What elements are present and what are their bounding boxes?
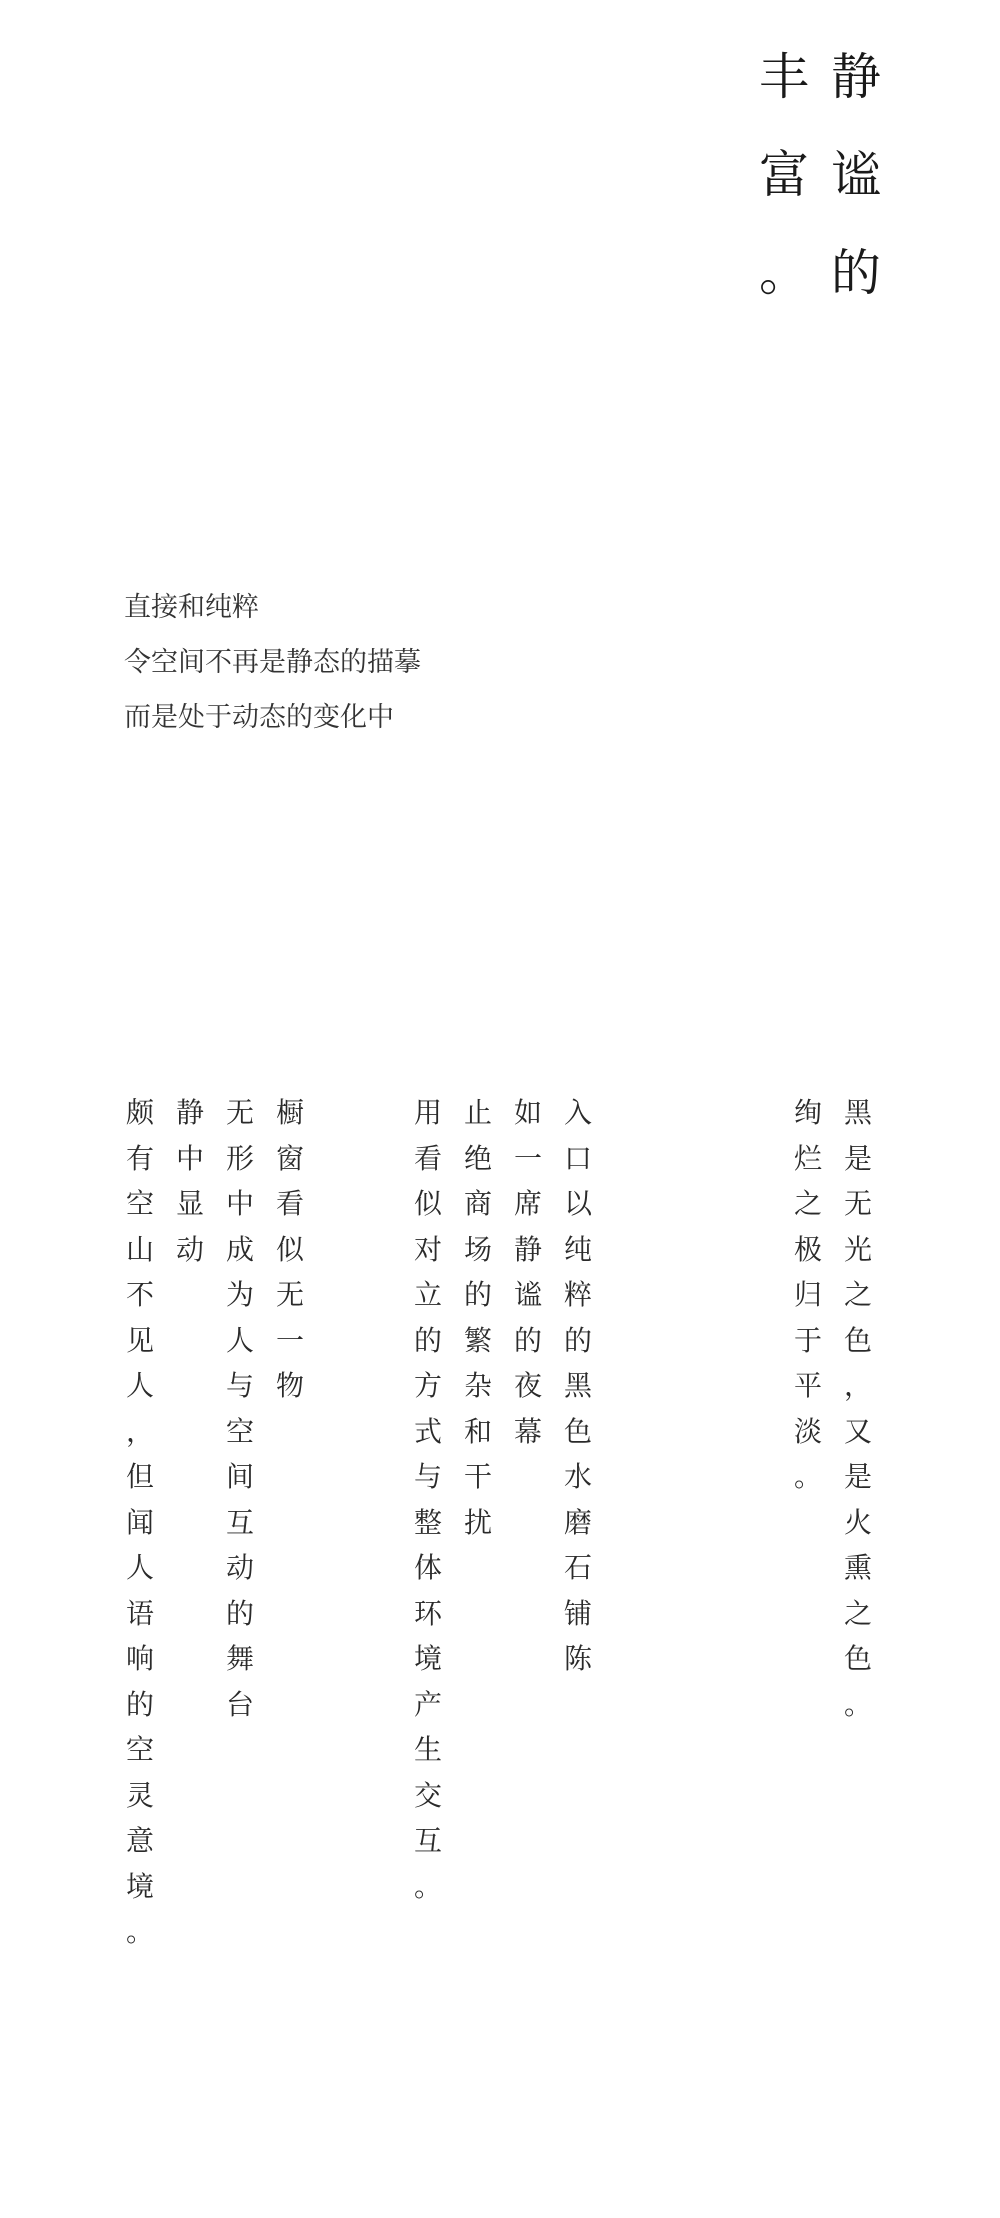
- vertical-char: 静: [175, 1096, 204, 1129]
- vertical-char: 熏: [843, 1551, 872, 1584]
- vertical-char: 商: [463, 1187, 492, 1220]
- intro-paragraph: [124, 580, 421, 745]
- vertical-char: 窗: [275, 1141, 304, 1175]
- vertical-char: 一: [513, 1141, 542, 1175]
- vertical-char: 于: [793, 1323, 822, 1357]
- vertical-char: 干: [463, 1460, 492, 1493]
- intro-line-2: 令空间不再是静态的描摹: [124, 647, 421, 678]
- vertical-char: 繁: [463, 1323, 492, 1357]
- vertical-char: 境: [125, 1869, 154, 1903]
- vertical-char: 黑: [563, 1369, 592, 1402]
- vertical-char: 火: [843, 1505, 872, 1539]
- vertical-char: 语: [125, 1596, 154, 1630]
- vertical-char: 谧: [831, 146, 881, 204]
- vertical-char: 场: [463, 1232, 492, 1266]
- intro-line-3: 而是处于动态的变化中: [124, 702, 394, 733]
- vertical-char: 一: [275, 1323, 304, 1357]
- vertical-char: 。: [125, 1915, 154, 1948]
- vertical-char: 夜: [513, 1369, 542, 1402]
- vertical-char: 的: [125, 1687, 154, 1721]
- vertical-char: 不: [125, 1278, 154, 1311]
- vertical-char: 意: [125, 1824, 154, 1857]
- vertical-char: 幕: [513, 1414, 542, 1448]
- vertical-char: 灵: [125, 1778, 154, 1812]
- vertical-char: 人: [125, 1551, 154, 1584]
- vertical-char: 谧: [513, 1278, 542, 1311]
- vertical-char: 之: [793, 1187, 822, 1220]
- vertical-char: 绝: [463, 1141, 492, 1175]
- vertical-char: 的: [225, 1596, 254, 1630]
- vertical-char: 似: [413, 1187, 442, 1220]
- vertical-char: 立: [413, 1278, 442, 1311]
- vertical-char: 山: [125, 1232, 154, 1266]
- vertical-char: 是: [843, 1141, 872, 1175]
- vertical-char: 人: [125, 1369, 154, 1402]
- vertical-char: 整: [413, 1505, 442, 1539]
- vertical-char: 陈: [563, 1642, 592, 1675]
- vertical-char: 水: [563, 1460, 592, 1493]
- vertical-char: 是: [843, 1460, 872, 1493]
- vertical-char: 烂: [793, 1141, 822, 1175]
- vertical-char: 的: [513, 1323, 542, 1357]
- vertical-char: 黑: [843, 1096, 872, 1129]
- vertical-char: 无: [843, 1187, 872, 1220]
- vertical-char: 舞: [225, 1642, 254, 1675]
- poem-column-3: [560, 1090, 596, 1682]
- vertical-char: 环: [413, 1596, 442, 1630]
- poem-column-9: [172, 1090, 208, 1272]
- vertical-char: 境: [413, 1642, 442, 1675]
- vertical-char: 中: [225, 1187, 254, 1220]
- vertical-char: 极: [793, 1232, 822, 1266]
- vertical-char: 静: [831, 48, 881, 106]
- vertical-char: 似: [275, 1232, 304, 1266]
- vertical-char: 见: [125, 1323, 154, 1357]
- vertical-char: 之: [843, 1596, 872, 1630]
- vertical-char: 互: [225, 1505, 254, 1539]
- title-column-1: [830, 28, 882, 322]
- poem-column-4: [510, 1090, 546, 1454]
- vertical-char: 以: [563, 1187, 592, 1220]
- vertical-char: 纯: [563, 1232, 592, 1266]
- vertical-char: 生: [413, 1733, 442, 1766]
- vertical-char: 扰: [463, 1505, 492, 1539]
- vertical-char: 看: [275, 1187, 304, 1220]
- vertical-char: 。: [793, 1460, 822, 1493]
- vertical-char: 淡: [793, 1414, 822, 1448]
- vertical-char: 铺: [563, 1596, 592, 1630]
- vertical-char: 显: [175, 1187, 204, 1220]
- vertical-char: 形: [225, 1141, 254, 1175]
- poem-column-6: [410, 1090, 446, 1909]
- vertical-char: 互: [413, 1824, 442, 1857]
- poem-column-7: [272, 1090, 308, 1409]
- vertical-char: 体: [413, 1551, 442, 1584]
- vertical-char: 富: [759, 146, 809, 204]
- poem-column-8: [222, 1090, 258, 1727]
- vertical-char: 丰: [759, 48, 809, 106]
- vertical-char: 入: [563, 1096, 592, 1129]
- vertical-char: 动: [225, 1551, 254, 1584]
- vertical-char: 空: [125, 1187, 154, 1220]
- vertical-char: 无: [275, 1278, 304, 1311]
- vertical-char: 人: [225, 1323, 254, 1357]
- vertical-char: 有: [125, 1141, 154, 1175]
- title-column-2: [758, 28, 810, 322]
- vertical-char: 席: [513, 1187, 542, 1220]
- vertical-char: 响: [125, 1642, 154, 1675]
- intro-line-1: 直接和纯粹: [124, 592, 259, 623]
- vertical-char: 和: [463, 1414, 492, 1448]
- vertical-char: 空: [225, 1414, 254, 1448]
- vertical-char: 归: [793, 1278, 822, 1311]
- vertical-char: 方: [413, 1369, 442, 1402]
- vertical-char: 又: [843, 1414, 872, 1448]
- vertical-char: 口: [563, 1141, 592, 1175]
- vertical-char: 的: [463, 1278, 492, 1311]
- vertical-char: 如: [513, 1096, 542, 1129]
- vertical-char: 平: [793, 1369, 822, 1402]
- vertical-char: 之: [843, 1278, 872, 1311]
- vertical-char: 石: [563, 1551, 592, 1584]
- vertical-char: 橱: [275, 1096, 304, 1129]
- vertical-char: 为: [225, 1278, 254, 1311]
- vertical-char: 止: [463, 1096, 492, 1129]
- vertical-char: 间: [225, 1460, 254, 1493]
- vertical-char: 台: [225, 1687, 254, 1721]
- vertical-char: 颇: [125, 1096, 154, 1129]
- vertical-char: 粹: [563, 1278, 592, 1311]
- vertical-char: 动: [175, 1232, 204, 1266]
- vertical-title: [758, 28, 882, 322]
- vertical-char: 。: [413, 1869, 442, 1903]
- vertical-char: 成: [225, 1232, 254, 1266]
- vertical-char: 光: [843, 1232, 872, 1266]
- vertical-char: 式: [413, 1414, 442, 1448]
- vertical-char: 看: [413, 1141, 442, 1175]
- vertical-char: 无: [225, 1096, 254, 1129]
- vertical-char: 色: [563, 1414, 592, 1448]
- vertical-char: 。: [759, 244, 809, 302]
- vertical-char: 但: [125, 1460, 154, 1493]
- poem-column-10: [122, 1090, 158, 1955]
- vertical-char: ，: [843, 1369, 872, 1402]
- vertical-char: 用: [413, 1096, 442, 1129]
- vertical-char: 交: [413, 1778, 442, 1812]
- vertical-char: 产: [413, 1687, 442, 1721]
- vertical-char: 对: [413, 1232, 442, 1266]
- vertical-char: 的: [831, 244, 881, 302]
- vertical-char: 杂: [463, 1369, 492, 1402]
- vertical-char: 的: [563, 1323, 592, 1357]
- vertical-char: 静: [513, 1232, 542, 1266]
- vertical-char: 的: [413, 1323, 442, 1357]
- vertical-char: 绚: [793, 1096, 822, 1129]
- vertical-char: 与: [413, 1460, 442, 1493]
- vertical-char: 。: [843, 1687, 872, 1721]
- vertical-char: 色: [843, 1323, 872, 1357]
- poem-column-5: [460, 1090, 496, 1545]
- vertical-char: 磨: [563, 1505, 592, 1539]
- vertical-char: 中: [175, 1141, 204, 1175]
- poem-column-2: [790, 1090, 826, 1500]
- vertical-char: 闻: [125, 1505, 154, 1539]
- vertical-char: 物: [275, 1369, 304, 1402]
- vertical-char: 色: [843, 1642, 872, 1675]
- vertical-char: ，: [125, 1414, 154, 1448]
- poem-column-1: [840, 1090, 876, 1727]
- vertical-char: 空: [125, 1733, 154, 1766]
- vertical-char: 与: [225, 1369, 254, 1402]
